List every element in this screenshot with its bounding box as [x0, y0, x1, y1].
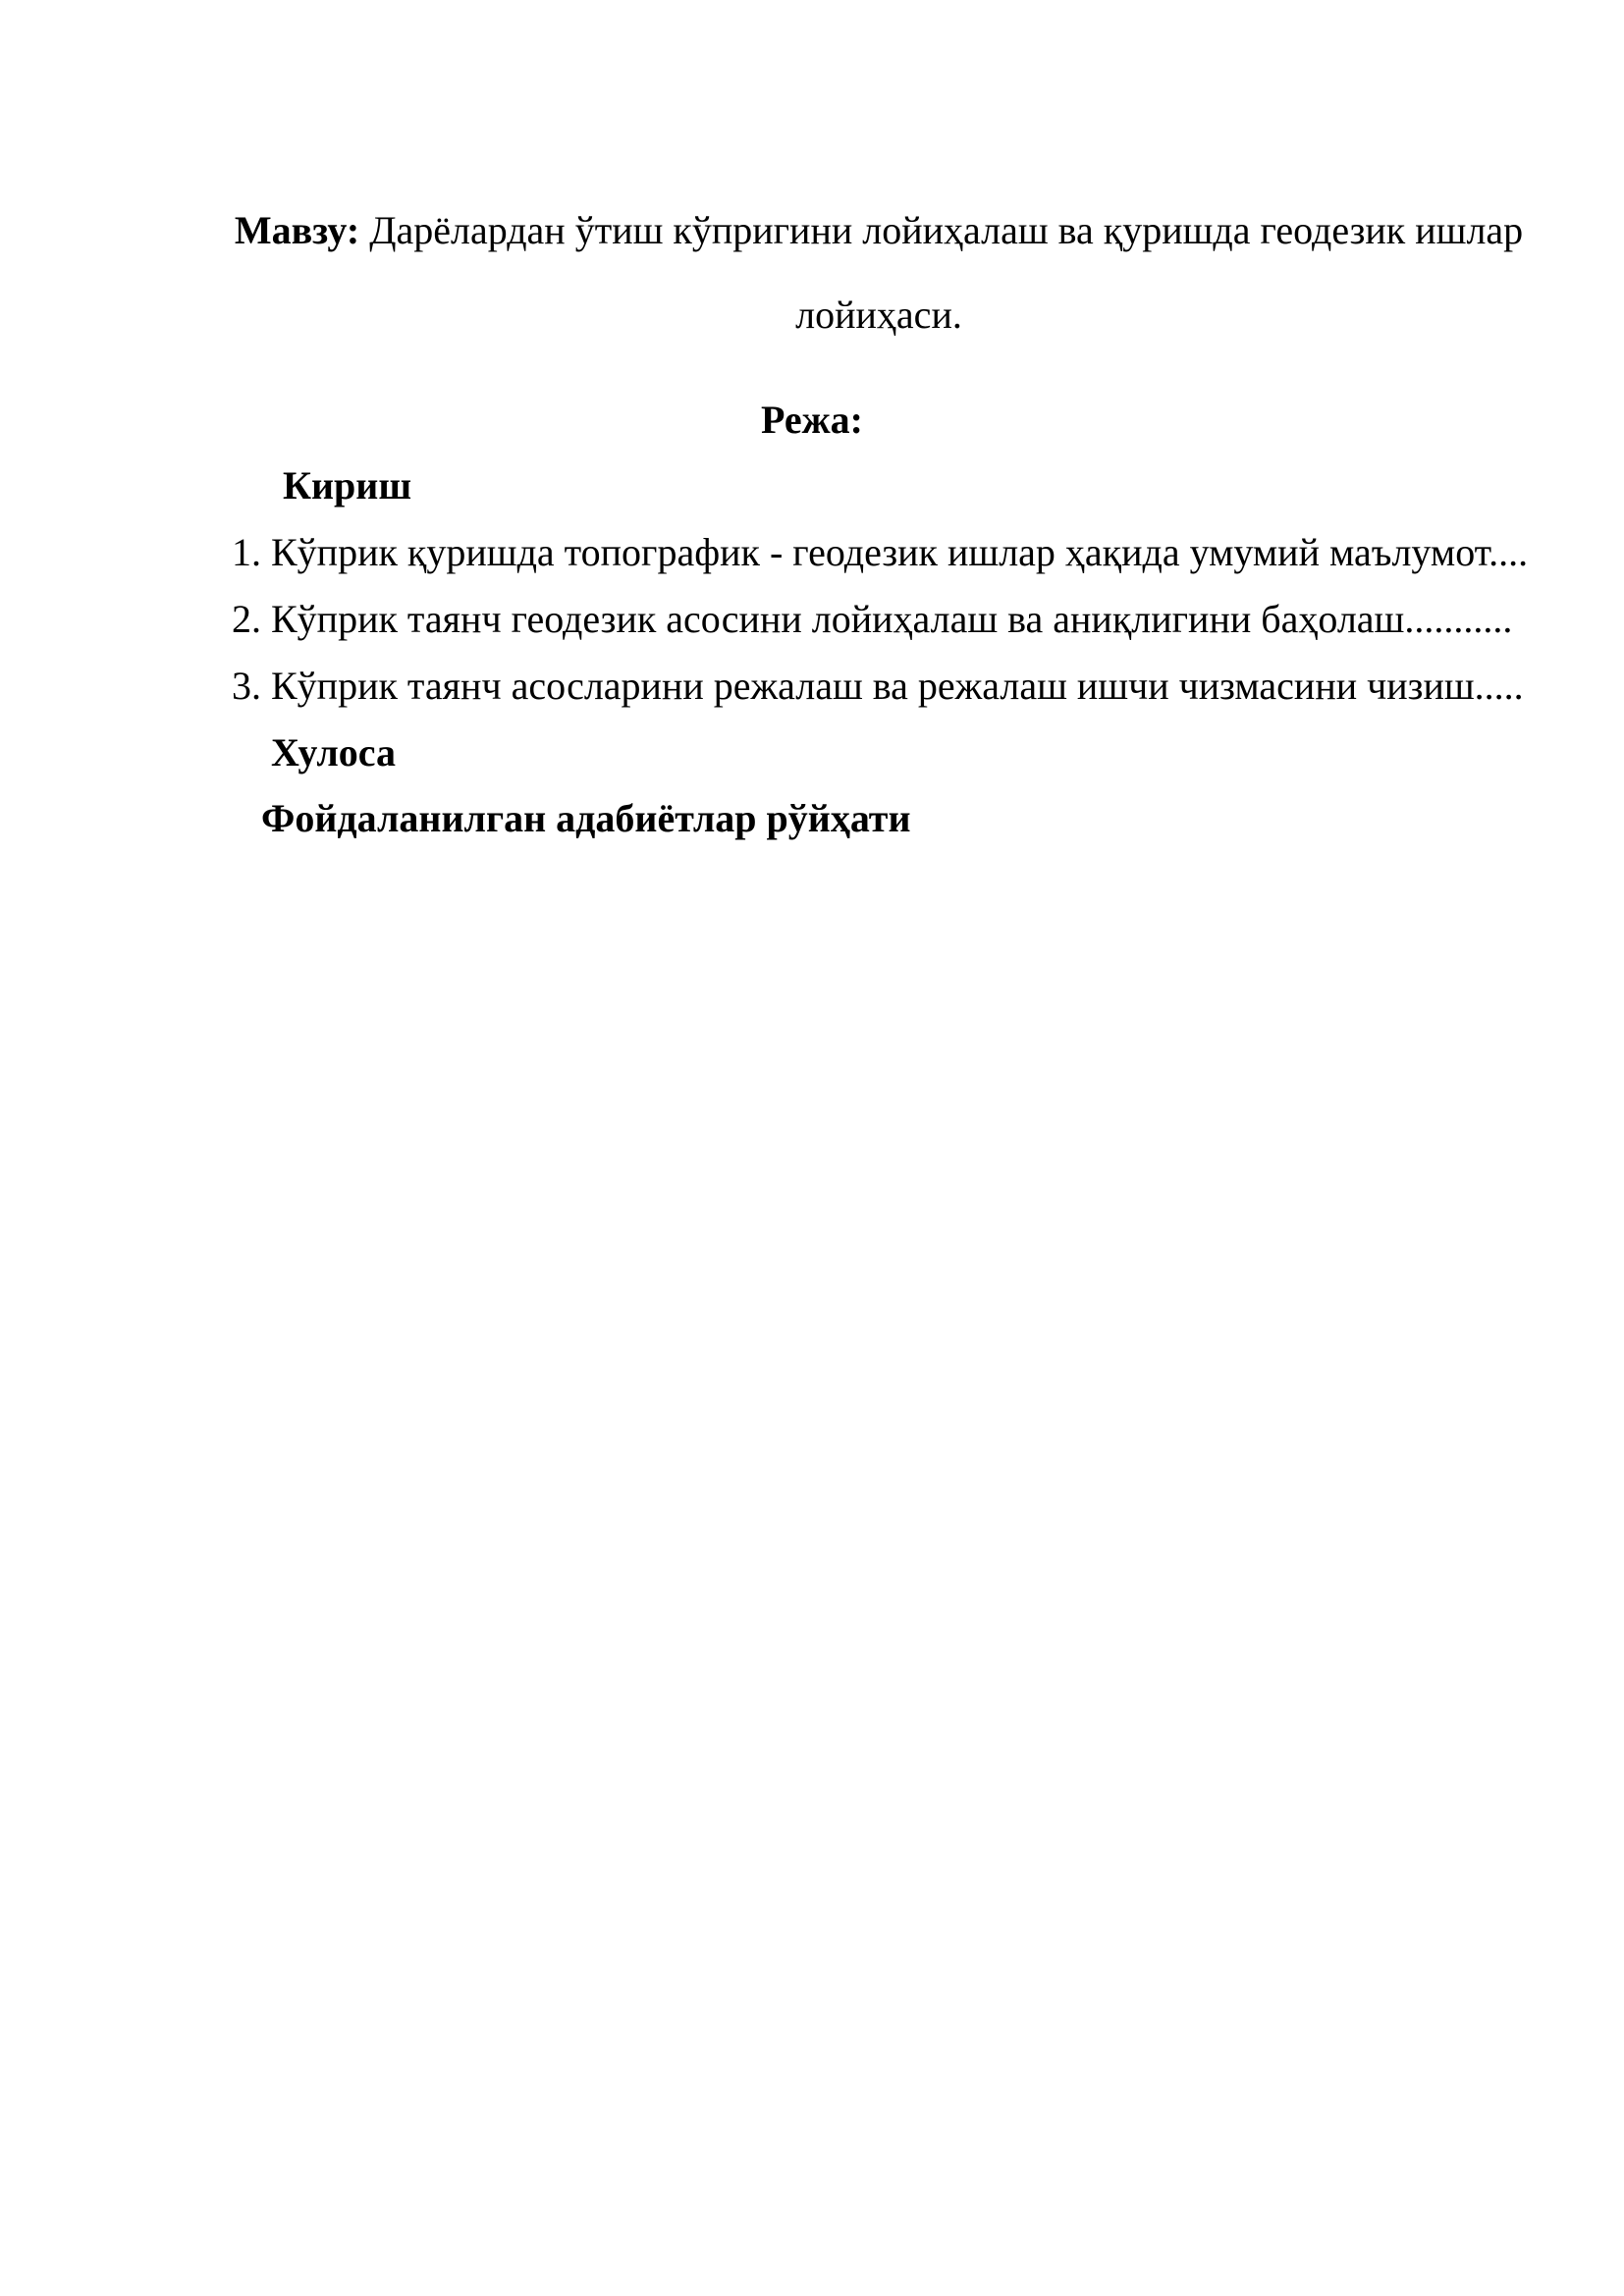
- topic-text: Дарёлардан ўтиш кўпригини лойиҳалаш ва қуришда геодезик ишлар лойиҳаси.: [359, 208, 1524, 337]
- toc-item-2: 2. Кўприк таянч геодезик асосини лойиҳалаш ва аниқлигини баҳолаш...........: [232, 597, 1513, 641]
- plan-heading: Режа:: [761, 398, 863, 442]
- toc-item-3: 3. Кўприк таянч асосларини режалаш ва режалаш ишчи чизмасини чизиш.....: [232, 664, 1524, 708]
- topic-paragraph: [226, 188, 1532, 357]
- toc-intro: Кириш: [283, 463, 412, 507]
- toc-item-1: 1. Кўприк қуришда топографик - геодезик ишлар ҳақида умумий маълумот....: [232, 530, 1529, 574]
- topic-label: Мавзу:: [234, 208, 360, 252]
- toc-references: Фойдаланилган адабиётлар рўйҳати: [261, 796, 911, 840]
- toc-conclusion: Хулоса: [271, 730, 397, 774]
